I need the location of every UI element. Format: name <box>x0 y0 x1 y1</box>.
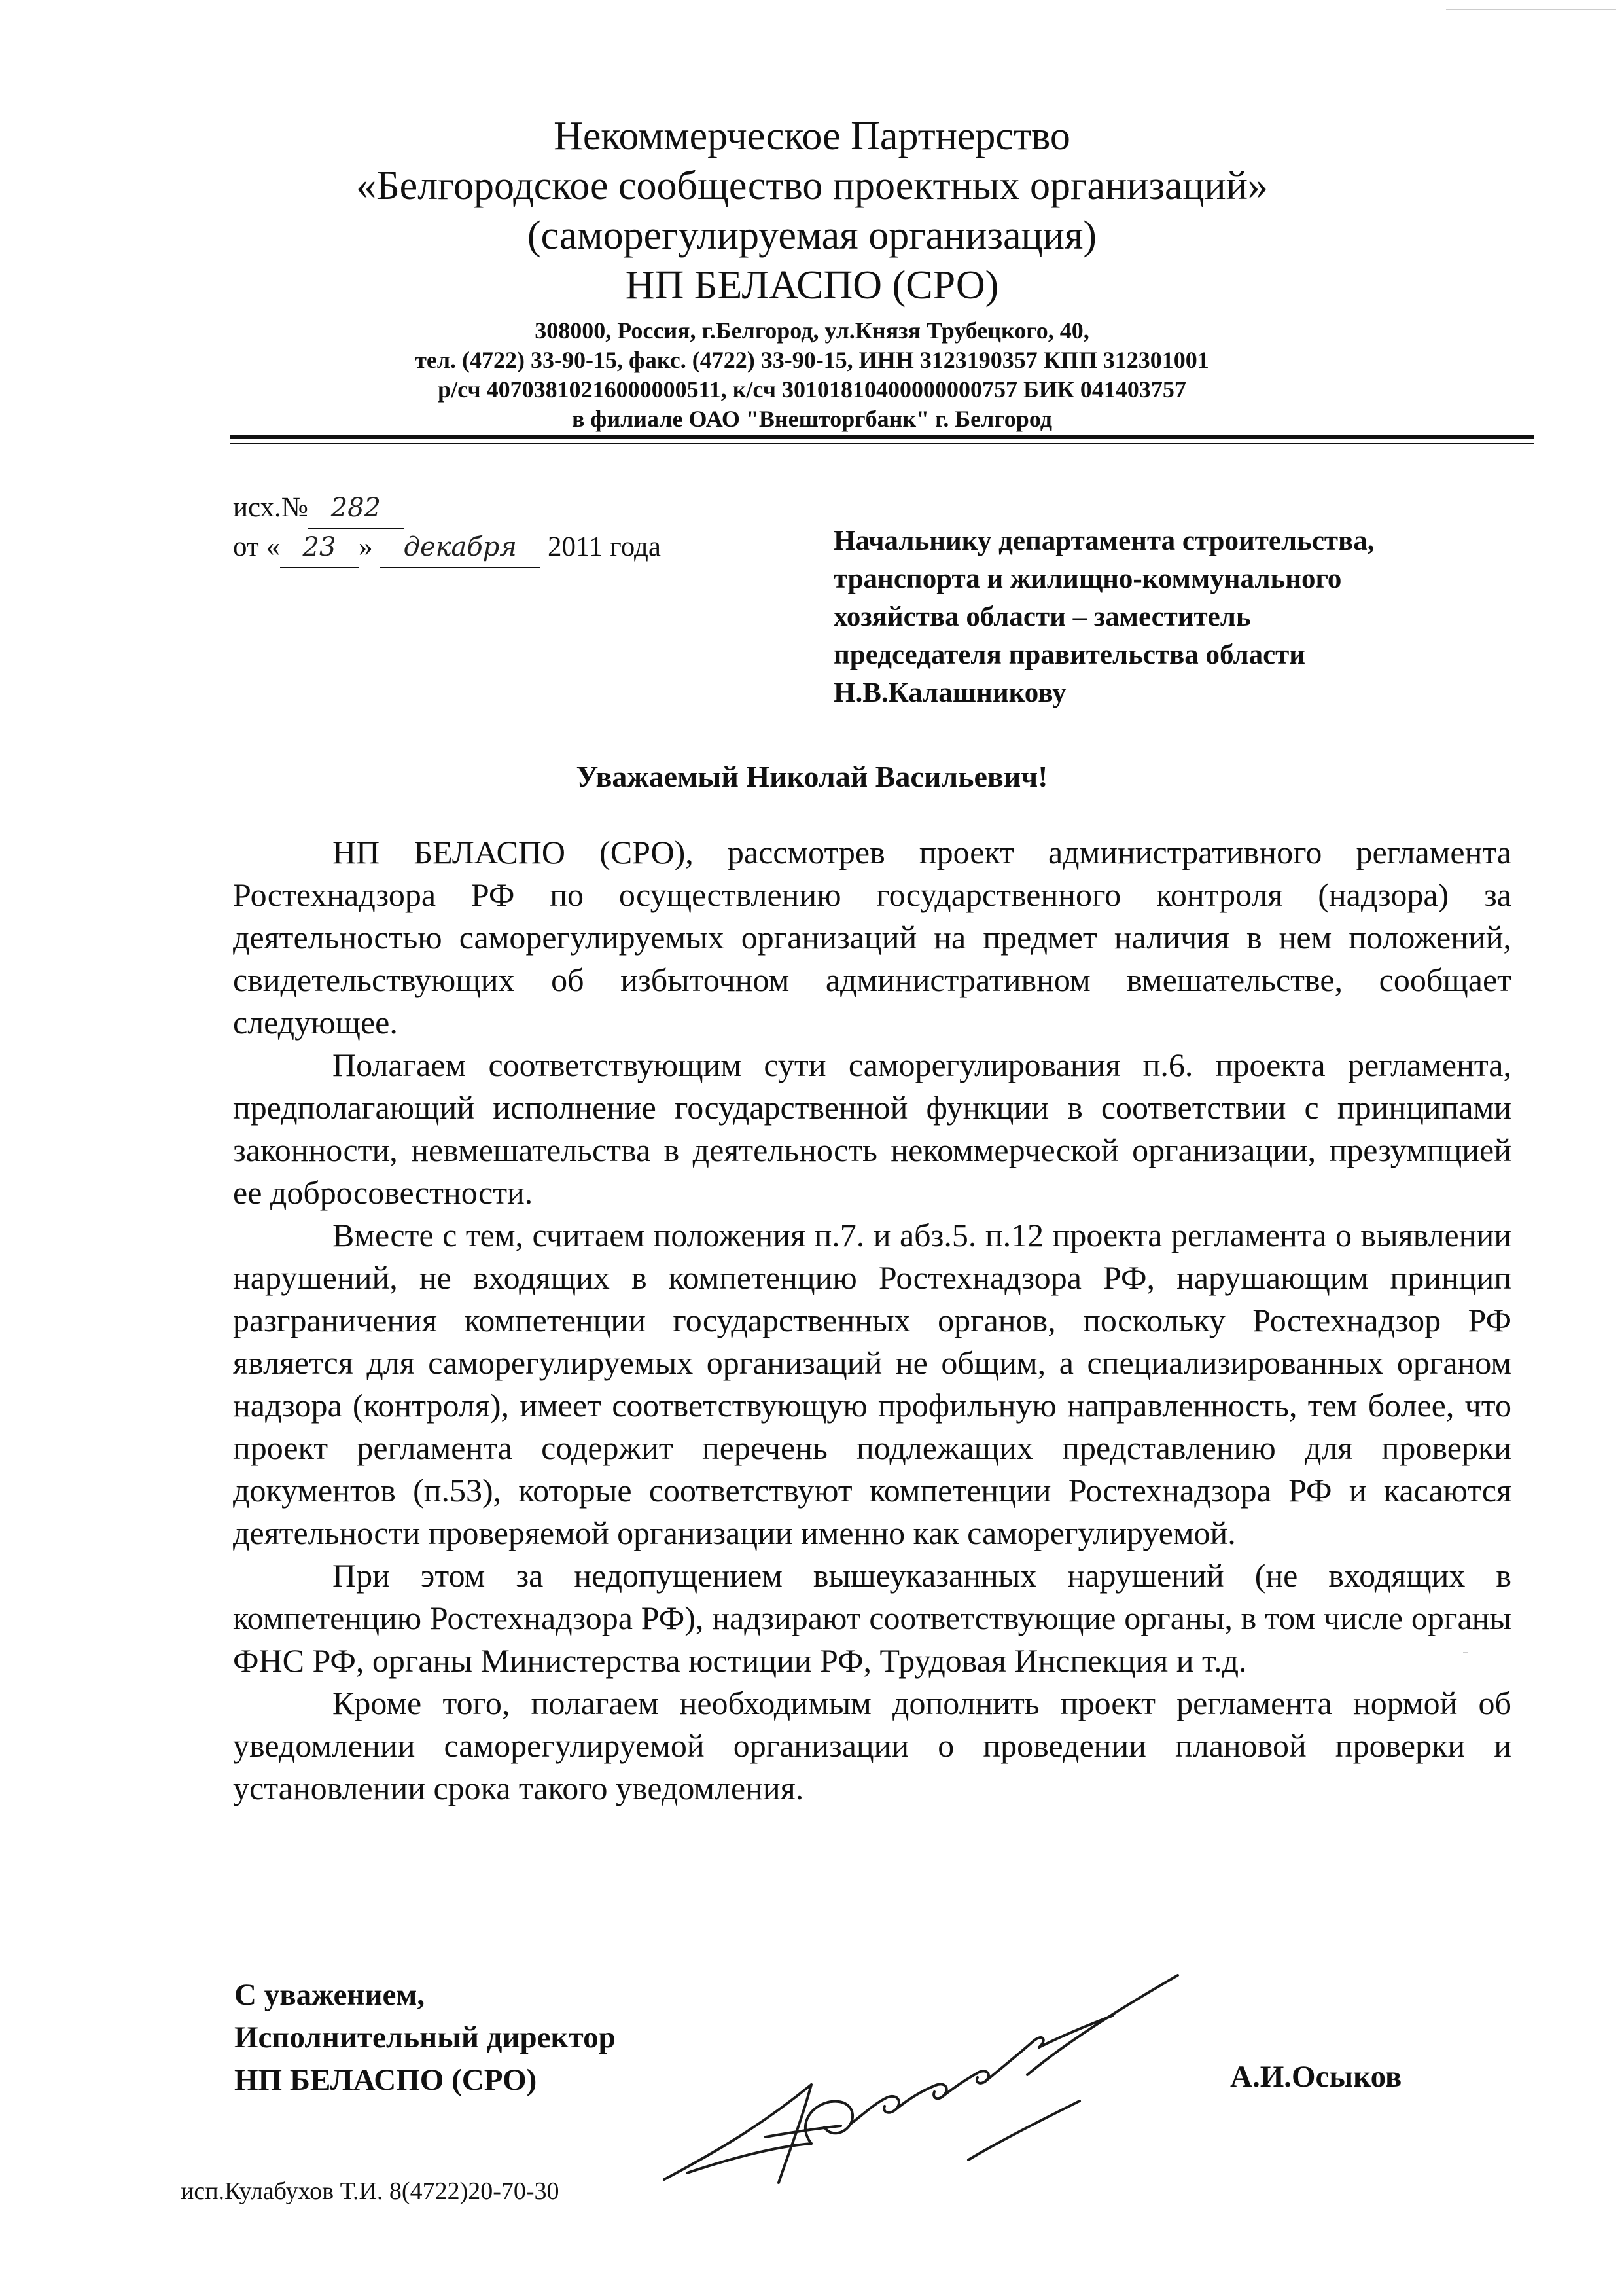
body-paragraph: Вместе с тем, считаем положения п.7. и абз.5. п.12 проекта регламента о выявлении нарушений, не входящих в компетенцию Ростехнадзора РФ, нарушающим принцип разграничения компетенции государственных органов, поскольку Ростехнадзор РФ является для саморегулируемых организаций не общим, а специализированных органом надзора (контроля), имеет соответствующую профильную направленность, тем более, что проект регламента содержит перечень подлежащих представлению для проверки документов (п.53), которые соответствуют компетенции Ростехнадзора РФ и касаются деятельности проверяемой организации именно как саморегулируемой. <box>233 1217 1511 1551</box>
outgoing-number-value: 282 <box>308 488 404 529</box>
body-paragraph: НП БЕЛАСПО (СРО), рассмотрев проект административного регламента Ростехнадзора РФ по осуществлению государственного контроля (надзора) за деятельностью саморегулируемых организаций на предмет наличия в нем положений, свидетельствующих об избыточном административном вмешательстве, сообщает следующее. <box>233 834 1511 1041</box>
outgoing-number-label: исх.№ <box>233 492 308 523</box>
letterhead-org-status: (саморегулируемая организация) <box>527 213 1097 258</box>
letterhead-bank-accounts: р/сч 40703810216000000511, к/сч 30101810400000000757 БИК 041403757 <box>438 376 1186 403</box>
letterhead-contacts: тел. (4722) 33-90-15, факс. (4722) 33-90-15, ИНН 3123190357 КПП 312301001 <box>415 347 1209 373</box>
letterhead-org-name: «Белгородское сообщество проектных организаций» <box>356 164 1268 208</box>
letterhead-org-type: Некоммерческое Партнерство <box>554 114 1070 158</box>
greeting: Уважаемый Николай Васильевич! <box>576 760 1048 793</box>
addressee-line: хозяйства области – заместитель <box>834 601 1251 632</box>
addressee-name: Н.В.Калашникову <box>834 677 1067 708</box>
signer-name: А.И.Осыков <box>1230 2060 1402 2094</box>
letterhead-bank-branch: в филиале ОАО "Внешторгбанк" г. Белгород <box>571 406 1052 432</box>
addressee-line: транспорта и жилищно-коммунального <box>834 564 1342 594</box>
outgoing-date-prefix: от « <box>233 531 280 562</box>
handwritten-signature <box>661 1964 1197 2199</box>
outgoing-number <box>233 488 404 529</box>
closing-organization: НП БЕЛАСПО (СРО) <box>234 2063 537 2097</box>
body-paragraph: Полагаем соответствующим сути саморегулирования п.6. проекта регламента, предполагающий исполнение государственной функции в соответствии с принципами законности, невмешательства в деятельность некоммерческой организации, презумпцией ее добросовестности. <box>233 1047 1511 1211</box>
addressee-line: председателя правительства области <box>834 639 1306 670</box>
outgoing-date <box>233 528 661 568</box>
outgoing-date-year: 2011 года <box>547 531 661 562</box>
letterhead-rule-thin <box>230 443 1534 444</box>
body-paragraph: Кроме того, полагаем необходимым дополнить проект регламента нормой об уведомлении саморегулируемой организации о проведении плановой проверки и установлении срока такого уведомления. <box>233 1685 1511 1806</box>
addressee-line: Начальнику департамента строительства, <box>834 526 1375 556</box>
addressee-block <box>834 522 1475 712</box>
letter-body <box>233 831 1511 1810</box>
letterhead-rule-thick <box>230 435 1534 439</box>
closing-block <box>234 1974 616 2102</box>
closing-regards: С уважением, <box>234 1978 425 2012</box>
outgoing-date-mid: » <box>358 531 373 562</box>
scan-artifact <box>1446 9 1616 10</box>
outgoing-date-month: декабря <box>380 528 540 568</box>
outgoing-date-day: 23 <box>280 528 359 568</box>
executor-contact: исп.Кулабухов Т.И. 8(4722)20-70-30 <box>181 2178 559 2205</box>
letterhead-org-abbr: НП БЕЛАСПО (СРО) <box>625 263 999 308</box>
letterhead-address: 308000, Россия, г.Белгород, ул.Князя Трубецкого, 40, <box>535 317 1089 344</box>
body-paragraph: При этом за недопущением вышеуказанных нарушений (не входящих в компетенцию Ростехнадзора РФ), надзирают соответствующие органы, в том числе органы ФНС РФ, органы Министерства юстиции РФ, Трудовая Инспекция и т.д. <box>233 1557 1511 1679</box>
closing-position: Исполнительный директор <box>234 2020 616 2054</box>
